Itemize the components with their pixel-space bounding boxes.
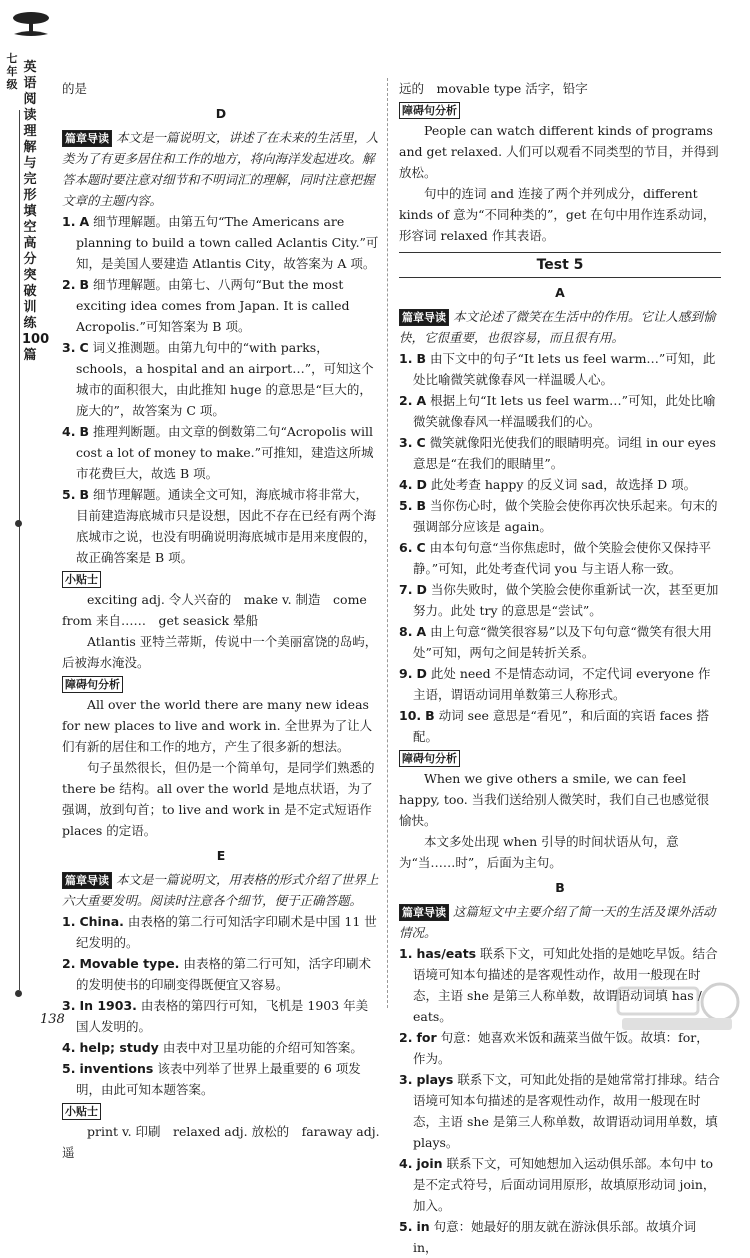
continued-text: 的是 (62, 81, 88, 96)
answer-item: 8. A 由上句意“微笑很容易”以及下句句意“微笑有很大用处”可知，两句之间是转折关系。 (399, 624, 712, 660)
guide-tag: 篇章导读 (399, 309, 449, 326)
answer-item: 1. has/eats 联系下文，可知此处指的是她吃早饭。结合语境可知本句描述的是客观性动作，故用一般现在时态，主语 she 是第三人称单数，故谓语动词填 has / eats。 (399, 946, 718, 1024)
section-heading-a: A (555, 285, 565, 300)
analysis-tag: 障碍句分析 (399, 102, 460, 119)
analysis-text: People can watch different kinds of programs and get relaxed. 人们可以观看不同类型的节目，并得到放松。 (399, 123, 719, 180)
section-heading-b: B (555, 880, 565, 895)
sidebar-dot (15, 990, 22, 997)
section-heading-e: E (216, 848, 226, 863)
section-intro: 本文是一篇说明文，用表格的形式介绍了世界上六大重要发明。阅读时注意各个细节，便于正确答题。 (62, 872, 379, 908)
answer-item: 5. in 句意：她最好的朋友就在游泳俱乐部。故填介词 in， (399, 1219, 697, 1255)
analysis-text: All over the world there are many new ideas for new places to live and work in. 全世界为了让人们有新的居住和工作的地方，产生了很多新的想法。 (62, 697, 373, 754)
answer-item: 3. C 微笑就像阳光使我们的眼睛明亮。词组 in our eyes 意思是“在我们的眼睛里”。 (399, 435, 716, 471)
answer-item: 7. D 当你失败时，做个笑脸会使你重新试一次，甚至更加努力。此处 try 的意思是“尝试”。 (399, 582, 719, 618)
analysis-text: When we give others a smile, we can feel happy, too. 当我们送给别人微笑时，我们自己也感觉很愉快。 (399, 771, 710, 828)
analysis-tag: 障碍句分析 (399, 750, 460, 767)
tip-tag: 小贴士 (62, 1103, 101, 1120)
column-divider (387, 78, 389, 1008)
continued-text: 远的 movable type 活字，铅字 (399, 81, 588, 96)
tip-text: Atlantis 亚特兰蒂斯，传说中一个美丽富饶的岛屿，后被海水淹没。 (62, 634, 378, 670)
answer-item: 5. inventions 该表中列举了世界上最重要的 6 项发明，由此可知本题答案。 (62, 1061, 361, 1097)
section-intro: 本文是一篇说明文，讲述了在未来的生活里，人类为了有更多居住和工作的地方，将向海洋发起进攻。解答本题时要注意对细节和不明词汇的理解，同时注意把握文章的主题内容。 (62, 130, 379, 208)
book-logo-icon (10, 8, 52, 40)
analysis-text: 本文多处出现 when 引导的时间状语从句，意为“当……时”，后面为主句。 (399, 834, 679, 870)
answer-item: 4. B 推理判断题。由文章的倒数第二句“Acropolis will cost a lot of money to make.”可推知，建造这所城市花费巨大，故选 B 项。 (62, 424, 374, 481)
answer-item: 2. A 根据上句“It lets us feel warm…”可知，此处比喻微笑就像春风一样温暖我们的心。 (399, 393, 716, 429)
answer-item: 4. join 联系下文，可知她想加入运动俱乐部。本句中 to 是不定式符号，后面动词用原形，故填原形动词 join，加入。 (399, 1156, 716, 1213)
answer-item: 4. help; study 由表中对卫星功能的介绍可知答案。 (62, 1040, 363, 1055)
answer-item: 10. B 动词 see 意思是“看见”，和后面的宾语 faces 搭配。 (399, 708, 709, 744)
answer-item: 5. B 细节理解题。通读全文可知，海底城市将非常大，目前建造海底城市只是设想，因此不存在已经有两个海底城市之说，也没有明确说明海底城市是用来度假的，故正确答案是 B 项。 (62, 487, 377, 565)
answer-item: 9. D 此处 need 不是情态动词，不定代词 everyone 作主语，谓语动词用单数第三人称形式。 (399, 666, 711, 702)
answer-item: 1. China. 由表格的第二行可知活字印刷术是中国 11 世纪发明的。 (62, 914, 377, 950)
series-title: 英语阅读理解与完形填空高分突破训练100篇 (22, 60, 50, 363)
grade-label: 七年级 (6, 52, 18, 91)
sidebar-rule (19, 110, 20, 990)
page-number: 138 (40, 1012, 65, 1027)
section-intro: 这篇短文中主要介绍了简一天的生活及课外活动情况。 (399, 904, 716, 940)
answer-item: 3. In 1903. 由表格的第四行可知，飞机是 1903 年美国人发明的。 (62, 998, 369, 1034)
section-heading-d: D (215, 106, 227, 121)
answer-item: 1. A 细节理解题。由第五句“The Americans are planning to build a town called Aclantis City.”可知，是美国人要建造 Atlantis City，故答案为 A 项。 (62, 214, 379, 271)
answer-item: 6. C 由本句句意“当你焦虑时，做个笑脸会使你又保持平静。”可知，此处考查代词 you 与主语人称一致。 (399, 540, 712, 576)
answer-item: 3. C 词义推测题。由第九句中的“with parks，schools，a hospital and an airport…”，可知这个城市的面积很大，由此推知 huge 的意思是“巨大的，庞大的”，故答案为 C 项。 (62, 340, 374, 418)
answer-item: 5. B 当你伤心时，做个笑脸会使你再次快乐起来。句末的强调部分应该是 again。 (399, 498, 718, 534)
answer-item: 3. plays 联系下文，可知此处指的是她常常打排球。结合语境可知本句描述的是客观性动作，故用一般现在时态，主语 she 是第三人称单数，故谓语动词用单数，填 plays。 (399, 1072, 720, 1150)
analysis-text: 句中的连词 and 连接了两个并列成分，different kinds of 意为“不同种类的”，get 在句中用作连系动词，形容词 relaxed 作其表语。 (399, 186, 716, 243)
right-column (399, 78, 721, 1258)
answer-item: 4. D 此处考查 happy 的反义词 sad，故选择 D 项。 (399, 477, 697, 492)
answer-item: 2. Movable type. 由表格的第二行可知，活字印刷术的发明使书的印刷变得既便宜又容易。 (62, 956, 371, 992)
guide-tag: 篇章导读 (399, 904, 449, 921)
analysis-tag: 障碍句分析 (62, 676, 123, 693)
answer-item: 1. B 由下文中的句子“It lets us feel warm…”可知，此处比喻微笑就像春风一样温暖人心。 (399, 351, 716, 387)
left-column (62, 78, 380, 1163)
watermark-logo-icon (612, 978, 742, 1034)
guide-tag: 篇章导读 (62, 872, 112, 889)
tip-text: exciting adj. 令人兴奋的 make v. 制造 come from 来自…… get seasick 晕船 (62, 592, 367, 628)
tip-text: print v. 印刷 relaxed adj. 放松的 faraway adj. 遥 (62, 1124, 380, 1160)
guide-tag: 篇章导读 (62, 130, 112, 147)
tip-tag: 小贴士 (62, 571, 101, 588)
section-intro: 本文论述了微笑在生活中的作用。它让人感到愉快，它很重要，也很容易，而且很有用。 (399, 309, 716, 345)
sidebar-dot (15, 520, 22, 527)
sidebar (0, 0, 58, 1040)
answer-item: 2. B 细节理解题。由第七、八两句“But the most exciting idea comes from Japan. It is called Acropolis.”可知答案为 B 项。 (62, 277, 350, 334)
test-header (399, 252, 721, 278)
analysis-text: 句子虽然很长，但仍是一个简单句，是同学们熟悉的 there be 结构。all over the world 是地点状语，为了强调，放到句首；to live and work in 是不定式短语作 places 的定语。 (62, 760, 375, 838)
answer-item: 2. for 句意：她喜欢米饭和蔬菜当做午饭。故填：for，作为。 (399, 1030, 709, 1066)
test-title: Test 5 (536, 257, 584, 273)
